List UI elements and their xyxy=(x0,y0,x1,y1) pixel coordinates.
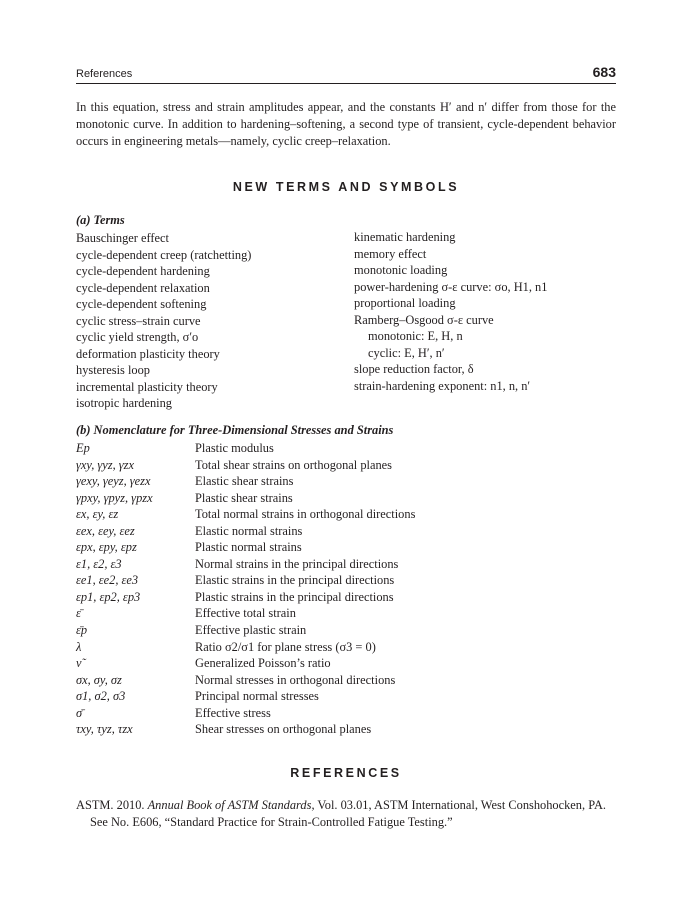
term-item: deformation plasticity theory xyxy=(76,346,220,361)
term-item: incremental plasticity theory xyxy=(76,379,218,394)
nomenclature-description: Effective stress xyxy=(195,705,271,720)
term-item: memory effect xyxy=(354,246,427,261)
term-item: monotonic loading xyxy=(354,263,448,278)
nomenclature-description: Normal stresses in orthogonal directions xyxy=(195,672,396,687)
term-item: power-hardening σ-ε curve: σo, H1, n1 xyxy=(354,279,548,294)
nomenclature-description: Normal strains in the principal directions xyxy=(195,556,399,571)
nomenclature-symbol: σx, σy, σz xyxy=(76,672,122,687)
nomenclature-description: Principal normal stresses xyxy=(195,689,319,704)
new-terms-heading: NEW TERMS AND SYMBOLS xyxy=(232,180,460,194)
reference-continuation: See No. E606, “Standard Practice for Strain-Controlled Fatigue Testing.” xyxy=(90,815,453,829)
reference-details: Vol. 03.01, ASTM International, West Conshohocken, PA. xyxy=(317,798,606,812)
term-item: proportional loading xyxy=(354,296,456,311)
term-item: cycle-dependent relaxation xyxy=(76,280,210,295)
nomenclature-description: Plastic modulus xyxy=(195,441,274,455)
term-item: Bauschinger effect xyxy=(76,231,170,245)
nomenclature-symbol: γpxy, γpyz, γpzx xyxy=(76,490,153,505)
references-heading: REFERENCES xyxy=(290,766,402,780)
term-item: cycle-dependent softening xyxy=(76,297,207,312)
reference-lead: ASTM. 2010. xyxy=(76,798,145,812)
header-rule xyxy=(76,83,616,84)
nomenclature-symbol: εe1, εe2, εe3 xyxy=(76,573,139,588)
nomenclature-symbol: γxy, γyz, γzx xyxy=(76,457,134,472)
nomenclature-symbol: εx, εy, εz xyxy=(76,507,119,522)
term-item: cyclic stress–strain curve xyxy=(76,313,201,328)
terms-right-column xyxy=(354,229,547,394)
nomenclature-description: Plastic normal strains xyxy=(195,540,302,555)
running-title: References xyxy=(76,68,133,80)
nomenclature-description: Generalized Poisson’s ratio xyxy=(195,656,331,671)
nomenclature-description: Total normal strains in orthogonal directions xyxy=(195,507,416,522)
nomenclature-description: Elastic shear strains xyxy=(195,474,294,489)
term-item: cyclic yield strength, σ′o xyxy=(76,330,199,345)
nomenclature-description: Plastic strains in the principal directions xyxy=(195,589,394,604)
nomenclature-symbol: Ep xyxy=(76,441,90,455)
running-header xyxy=(76,64,616,84)
term-item: cycle-dependent hardening xyxy=(76,264,210,279)
nomenclature-symbol: εpx, εpy, εpz xyxy=(76,540,137,555)
term-item: cycle-dependent creep (ratchetting) xyxy=(76,247,252,262)
reference-entry xyxy=(76,797,616,831)
nomenclature-description: Plastic shear strains xyxy=(195,490,293,505)
nomenclature-description: Shear stresses on orthogonal planes xyxy=(195,722,372,737)
page-number: 683 xyxy=(592,64,616,80)
term-item: hysteresis loop xyxy=(76,363,150,378)
term-item: cyclic: E, H′, n′ xyxy=(368,345,445,360)
term-item: monotonic: E, H, n xyxy=(368,329,463,344)
terms-heading: (a) Terms xyxy=(76,213,125,227)
nomenclature-symbol: ε̄ xyxy=(76,606,81,621)
intro-paragraph: In this equation, stress and strain amplitudes appear, and the constants H′ and n′ differ from those for the monotonic curve. In addition to hardening–softening, a second type of transient, cycle-dependent behavior occurs in engineering metals—namely, cyclic creep–relaxation. xyxy=(76,100,616,148)
nomenclature-symbol: σ̄ xyxy=(76,705,83,720)
nomenclature-symbol: ε1, ε2, ε3 xyxy=(76,556,122,571)
nomenclature-symbol: ν̃ xyxy=(76,656,82,671)
nomenclature-heading: (b) Nomenclature for Three-Dimensional Stresses and Strains xyxy=(76,423,394,437)
nomenclature-description: Total shear strains on orthogonal planes xyxy=(195,457,392,472)
nomenclature-description: Elastic normal strains xyxy=(195,523,303,538)
nomenclature-symbol: εex, εey, εez xyxy=(76,523,135,538)
terms-left-column xyxy=(76,230,251,412)
term-item: Ramberg–Osgood σ-ε curve xyxy=(354,312,494,327)
nomenclature-symbol: λ xyxy=(76,639,82,654)
nomenclature-description: Ratio σ2/σ1 for plane stress (σ3 = 0) xyxy=(195,639,376,654)
term-item: slope reduction factor, δ xyxy=(354,362,474,377)
term-item: isotropic hardening xyxy=(76,396,173,411)
nomenclature-description: Elastic strains in the principal directions xyxy=(195,573,395,588)
nomenclature-symbol: σ1, σ2, σ3 xyxy=(76,689,126,704)
nomenclature-symbol: γexy, γeyz, γezx xyxy=(76,474,151,489)
nomenclature-description: Effective total strain xyxy=(195,606,296,621)
term-item: strain-hardening exponent: n1, n, n′ xyxy=(354,378,531,393)
nomenclature-description: Effective plastic strain xyxy=(195,623,307,638)
nomenclature-symbol: τxy, τyz, τzx xyxy=(76,722,133,737)
reference-title: Annual Book of ASTM Standards, xyxy=(147,798,315,812)
nomenclature-symbol: ε̄p xyxy=(76,623,88,638)
term-item: kinematic hardening xyxy=(354,230,456,244)
nomenclature-symbol: εp1, εp2, εp3 xyxy=(76,589,141,604)
